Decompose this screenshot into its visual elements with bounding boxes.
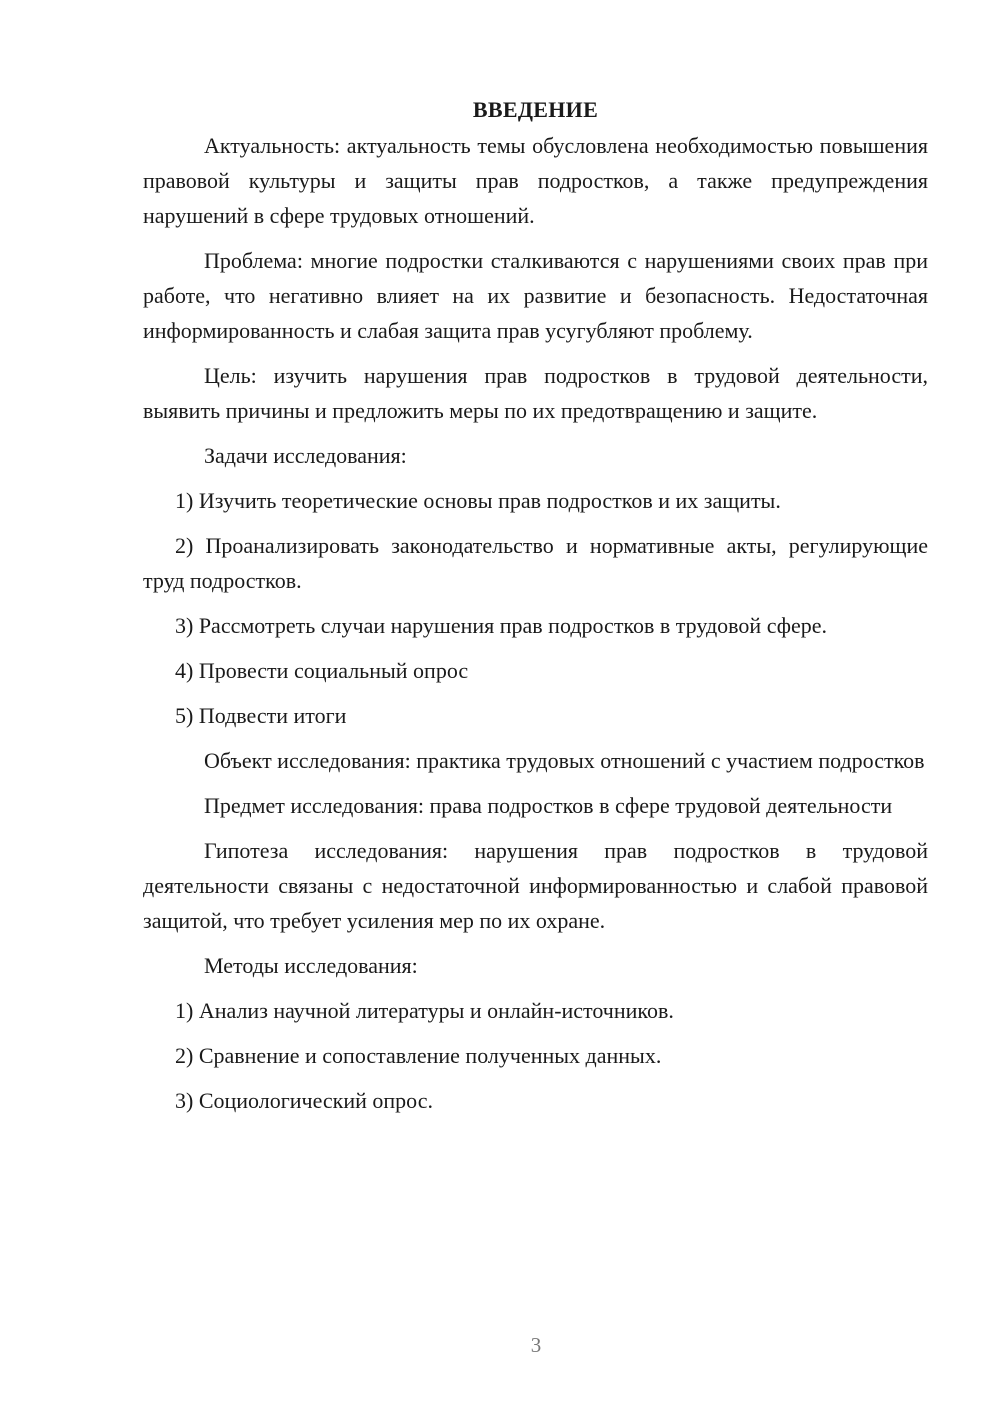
- methods-heading: Методы исследования:: [204, 953, 418, 978]
- method-item-3: 3) Социологический опрос.: [175, 1088, 433, 1113]
- task-item-3: 3) Рассмотреть случаи нарушения прав подростков в трудовой сфере.: [175, 613, 828, 638]
- task-item-1: 1) Изучить теоретические основы прав подростков и их защиты.: [175, 488, 781, 513]
- document-page: [143, 92, 928, 1128]
- method-item-1: 1) Анализ научной литературы и онлайн-источников.: [175, 998, 674, 1023]
- task-item-5: 5) Подвести итоги: [175, 703, 347, 728]
- problem-paragraph: Проблема: многие подростки сталкиваются с нарушениями своих прав при работе, что негативно влияет на их развитие и безопасность. Недостаточная информированность и слабая защита прав усугубляют проблему.: [143, 248, 928, 343]
- page-number: 3: [530, 1333, 542, 1357]
- task-item-2: 2) Проанализировать законодательство и нормативные акты, регулирующие труд подростков.: [143, 533, 928, 593]
- tasks-heading: Задачи исследования:: [204, 443, 407, 468]
- subject-paragraph: Предмет исследования: права подростков в сфере трудовой деятельности: [204, 793, 893, 818]
- hypothesis-paragraph: Гипотеза исследования: нарушения прав подростков в трудовой деятельности связаны с недостаточной информированностью и слабой правовой защитой, что требует усиления мер по их охране.: [143, 838, 928, 933]
- method-item-2: 2) Сравнение и сопоставление полученных данных.: [175, 1043, 662, 1068]
- relevance-paragraph: Актуальность: актуальность темы обусловлена необходимостью повышения правовой культуры и защиты прав подростков, а также предупреждения нарушений в сфере трудовых отношений.: [143, 133, 928, 228]
- object-paragraph: Объект исследования: практика трудовых отношений с участием подростков: [204, 748, 925, 773]
- goal-paragraph: Цель: изучить нарушения прав подростков в трудовой деятельности, выявить причины и предложить меры по их предотвращению и защите.: [143, 363, 928, 423]
- section-title: ВВЕДЕНИЕ: [472, 97, 599, 122]
- task-item-4: 4) Провести социальный опрос: [175, 658, 469, 683]
